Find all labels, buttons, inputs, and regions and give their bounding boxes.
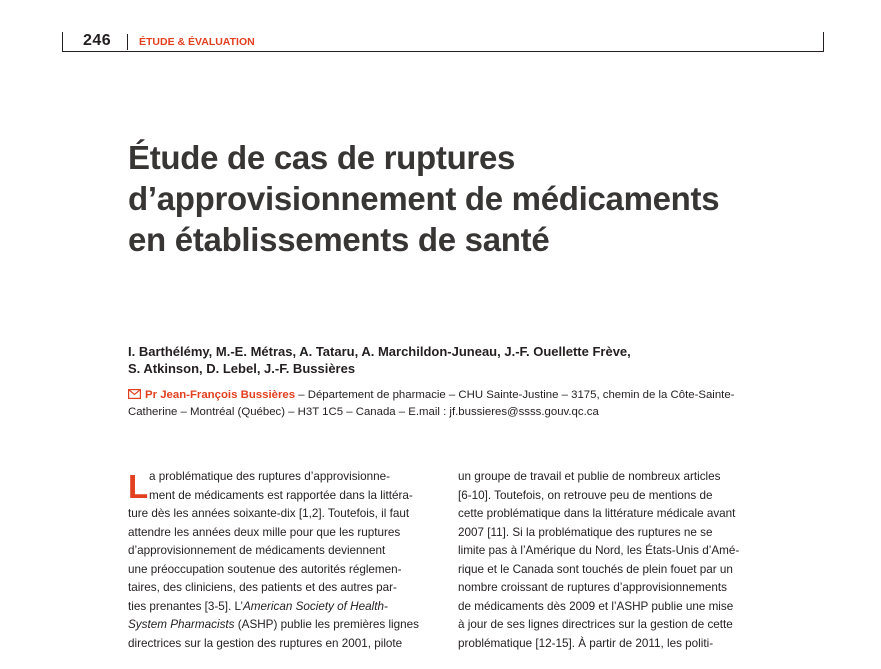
body-text: (ASHP) publie les premières lignes [234,618,419,631]
title-line-3: en établissements de santé [128,221,550,258]
article-title [128,137,808,260]
author-line-1: I. Barthélémy, M.-E. Métras, A. Tataru, A. Marchildon-Juneau, J.-F. Ouellette Frève, [128,344,631,359]
title-line-2: d’approvisionnement de médicaments [128,180,720,217]
body-line [128,598,428,617]
body-text: ties prenantes [3-5]. L’ [128,599,243,613]
envelope-icon [128,389,141,405]
body-line: ture dès les années soixante-dix [1,2]. Toutefois, il faut [128,507,410,520]
body-line: une préoccupation soutenue des autorités réglemen- [128,562,402,576]
header-divider [127,34,128,50]
body-line: directrices sur la gestion des ruptures en 2001, pilote [128,636,403,650]
correspondence-line-1 [128,388,768,405]
body-column-right [458,468,758,653]
correspondence-line-2: Catherine – Montréal (Québec) – H3T 1C5 – Canada – E.mail : jf.bussieres@ssss.gouv.qc.ca [128,405,599,418]
body-line: a problématique des ruptures d’approvisionne- [149,470,391,483]
body-line: nombre croissant de ruptures d’approvisionnements [458,581,727,594]
page-number: 246 [83,32,112,49]
affiliation-text-1: – Département de pharmacie – CHU Sainte-Justine – 3175, chemin de la Côte-Sainte- [295,389,735,401]
author-line-2: S. Atkinson, D. Lebel, J.-F. Bussières [128,361,356,376]
body-line: [6-10]. Toutefois, on retrouve peu de mentions de [458,488,713,502]
body-line: 2007 [11]. Si la problématique des ruptures ne se [458,525,713,539]
author-list [128,343,768,377]
body-line: ment de médicaments est rapportée dans la littéra- [149,488,413,502]
body-line: limite pas à l’Amérique du Nord, les États-Unis d’Amé- [458,544,740,557]
body-line: rique et le Canada sont touchés de plein fouet par un [458,562,733,576]
contact-name: Pr Jean-François Bussières [145,389,296,401]
drop-cap: L [128,468,149,505]
body-line: problématique [12-15]. À partir de 2011, les politi- [458,636,714,650]
body-line: attendre les années deux mille pour que les ruptures [128,525,401,539]
body-line: de médicaments dès 2009 et l’ASHP publie une mise [458,599,734,613]
running-header [62,32,824,52]
correspondence [128,388,768,420]
journal-name-italic: American Society of Health- [243,599,388,613]
body-line: un groupe de travail et publie de nombreux articles [458,470,721,483]
body-line: taires, des cliniciens, des patients et des autres par- [128,581,397,594]
title-line-1: Étude de cas de ruptures [128,139,516,176]
section-label: ÉTUDE & ÉVALUATION [139,36,255,48]
body-column-left [128,468,428,653]
body-line: cette problématique dans la littérature médicale avant [458,507,736,520]
body-line [128,616,428,635]
journal-name-italic: System Pharmacists [128,618,235,631]
body-line: à jour de ses lignes directrices sur la gestion de cette [458,618,733,631]
body-line: d’approvisionnement de médicaments deviennent [128,544,386,557]
